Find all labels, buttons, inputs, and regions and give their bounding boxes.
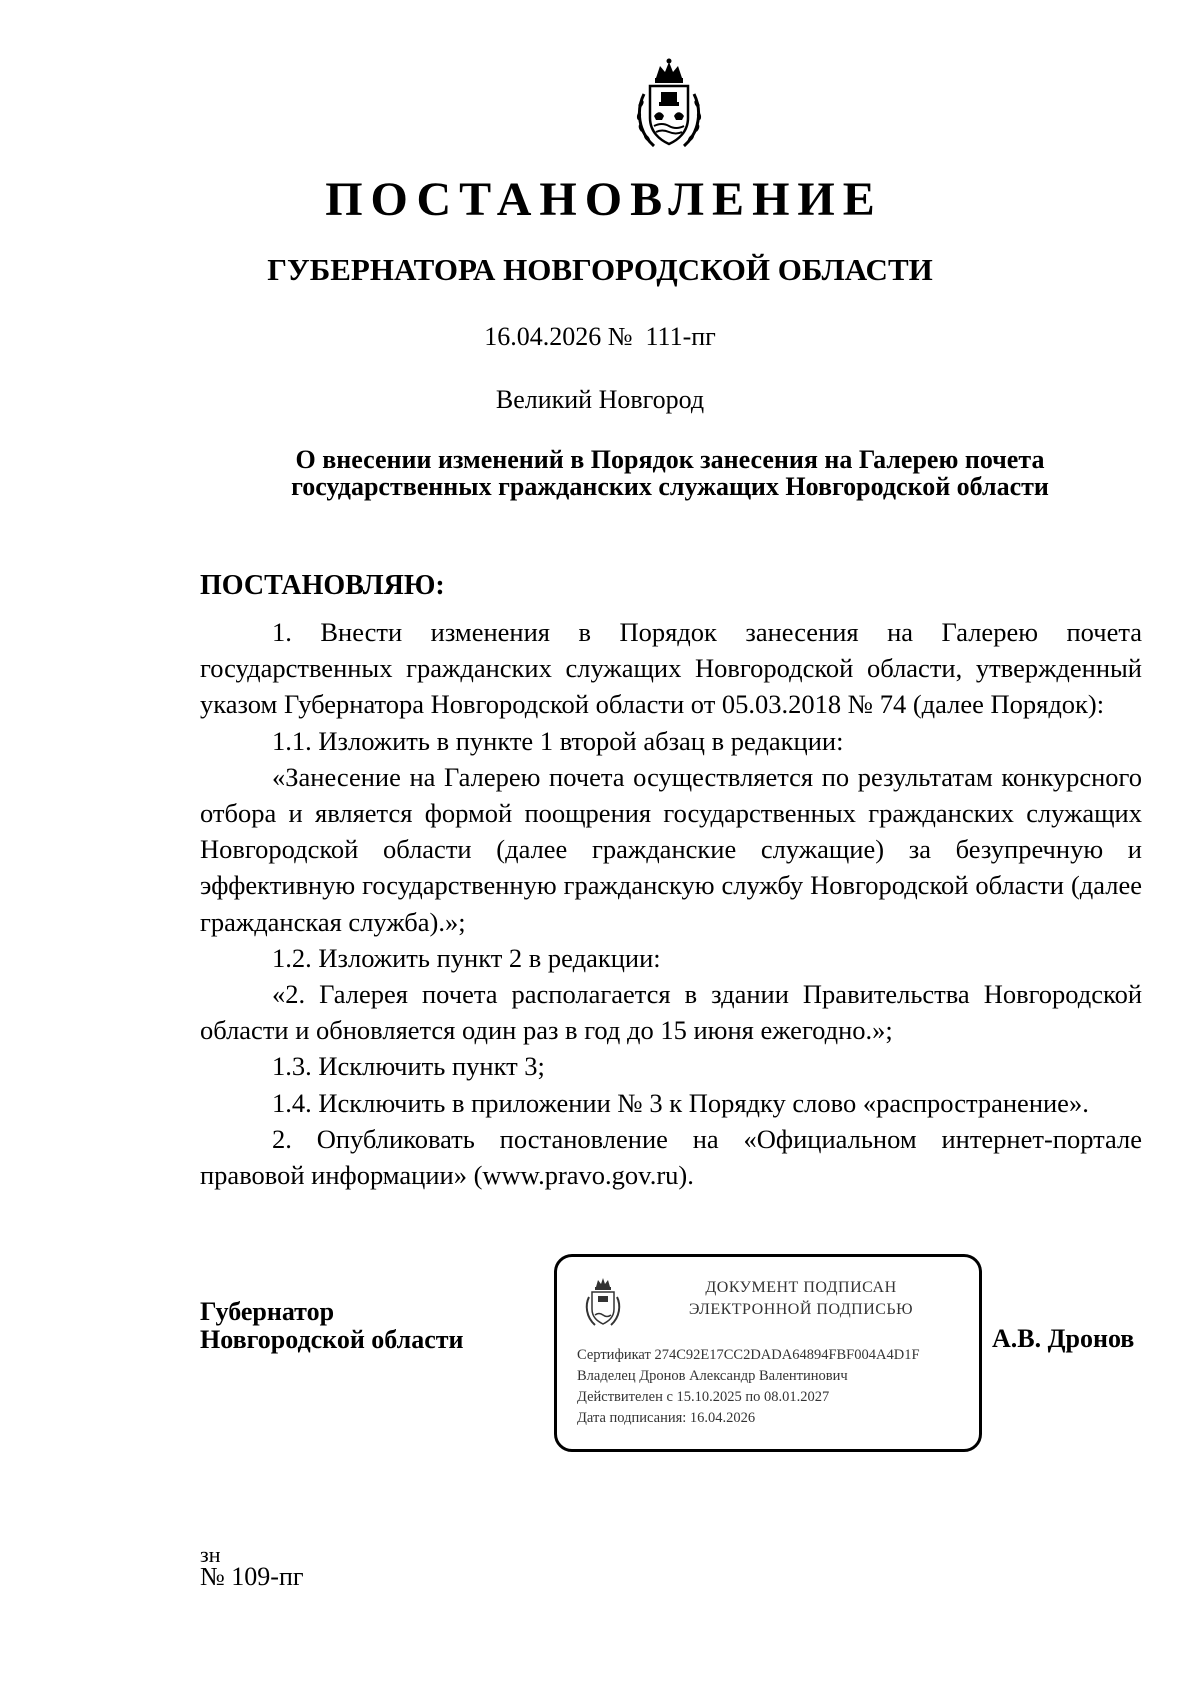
footer: [200, 1542, 304, 1591]
stamp-details: [577, 1345, 920, 1429]
electronic-signature-stamp: [554, 1254, 982, 1452]
coat-of-arms-icon: [632, 58, 706, 154]
position-line-2: Новгородской области: [200, 1325, 464, 1354]
position-line-1: Губернатор: [200, 1297, 335, 1326]
document-body: [200, 614, 1142, 1193]
heading-line-1: О внесении изменений в Порядок занесения на Галерею почета: [295, 445, 1045, 474]
registration-number: № 109-пг: [200, 1562, 304, 1591]
signatory-position: [200, 1298, 464, 1354]
place: Великий Новгород: [495, 385, 705, 414]
stamp-sign-date: Дата подписания: 16.04.2026: [577, 1410, 756, 1426]
date-and-number: 16.04.2026 № 111-пг: [484, 322, 716, 351]
stamp-heading-line-1: ДОКУМЕНТ ПОДПИСАН: [705, 1279, 897, 1296]
paragraph-1-2: 1.2. Изложить пункт 2 в редакции:: [272, 942, 661, 973]
paragraph-1-1: 1.1. Изложить в пункте 1 второй абзац в редакции:: [272, 725, 844, 756]
paragraph-1-2-text: «2. Галерея почета располагается в здании Правительства Новгородской области и обновляется один раз в год до 15 июня ежегодно.»;: [200, 979, 1142, 1046]
paragraph-1-4: 1.4. Исключить в приложении № 3 к Порядку слово «распространение».: [272, 1087, 1089, 1118]
paragraph-1-3: 1.3. Исключить пункт 3;: [272, 1051, 545, 1082]
paragraph-1: 1. Внести изменения в Порядок занесения на Галерею почета государственных гражданских служащих Новгородской области, утвержденный указом Губернатора Новгородской области от 05.03.2018 № 74 (далее Порядок):: [200, 617, 1142, 720]
document-heading: [200, 446, 1140, 500]
signatory-name: А.В. Дронов: [992, 1324, 1135, 1353]
paragraph-2: 2. Опубликовать постановление на «Официальном интернет-портале правовой информации» (www.pravo.gov.ru).: [200, 1123, 1142, 1191]
document-subtitle: ГУБЕРНАТОРА НОВГОРОДСКОЙ ОБЛАСТИ: [267, 252, 933, 287]
executor-initials: зн: [200, 1542, 221, 1567]
stamp-heading: [631, 1277, 971, 1321]
resolve-label: ПОСТАНОВЛЯЮ:: [200, 570, 445, 601]
stamp-heading-line-2: ЭЛЕКТРОННОЙ ПОДПИСЬЮ: [688, 1301, 914, 1318]
heading-line-2: государственных гражданских служащих Новгородской области: [291, 472, 1049, 501]
stamp-owner: Владелец Дронов Александр Валентинович: [577, 1368, 848, 1384]
stamp-certificate: Сертификат 274C92E17CC2DADA64894FBF004A4D1F: [577, 1347, 920, 1363]
stamp-coat-of-arms-icon: [583, 1277, 623, 1329]
document-title: ПОСТАНОВЛЕНИЕ: [325, 173, 883, 226]
stamp-validity: Действителен с 15.10.2025 по 08.01.2027: [577, 1389, 830, 1405]
paragraph-1-1-text: «Занесение на Галерею почета осуществляется по результатам конкурсного отбора и является формой поощрения государственных гражданских служащих Новгородской области (далее гражданские служащие) за безупречную и эффективную государственную гражданскую службу Новгородской области (далее гражданская служба).»;: [200, 761, 1142, 937]
